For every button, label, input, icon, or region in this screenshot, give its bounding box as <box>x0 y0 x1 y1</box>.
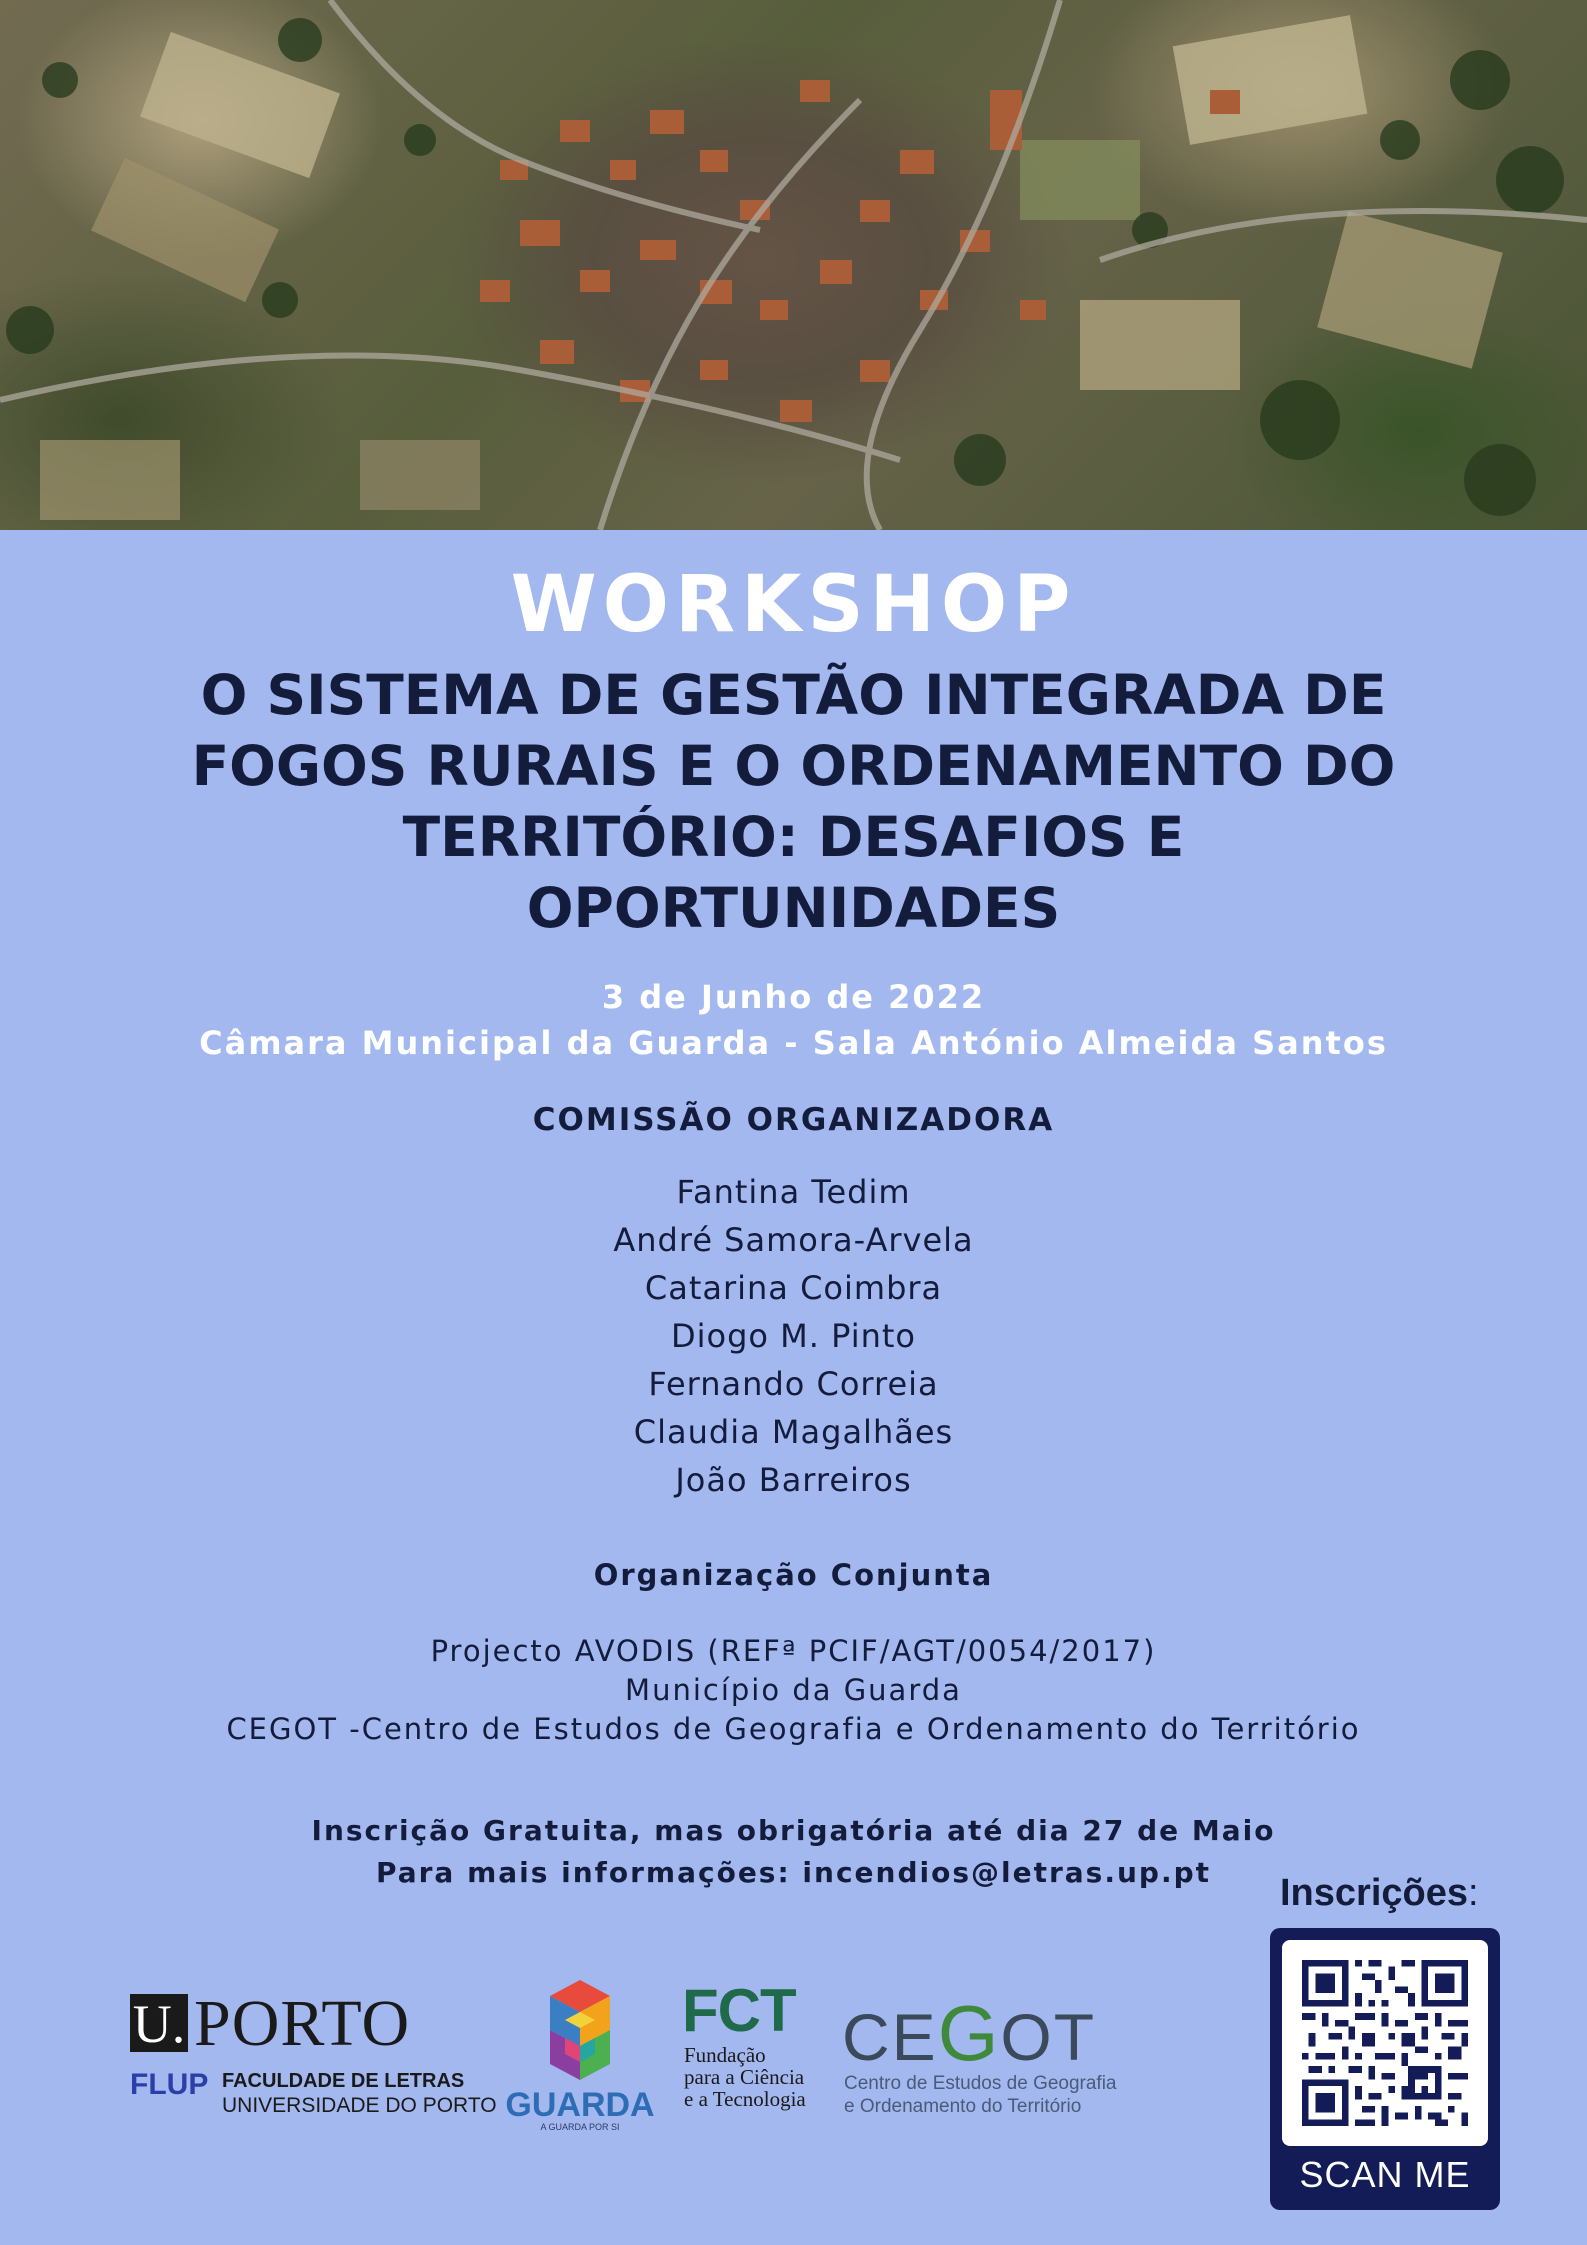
cegot-subtitle <box>844 2072 1124 2118</box>
fct-line: Fundação <box>684 2043 766 2067</box>
committee-list <box>0 1168 1587 1504</box>
title-line: O SISTEMA DE GESTÃO INTEGRADA DE <box>200 663 1387 727</box>
event-venue: Câmara Municipal da Guarda - Sala António Almeida Santos <box>199 1024 1388 1062</box>
qr-code[interactable] <box>1270 1928 1500 2210</box>
qr-pattern <box>1282 1940 1488 2146</box>
workshop-label: WORKSHOP <box>510 560 1077 650</box>
fct-wordmark: FCT <box>682 1977 796 2044</box>
guarda-wordmark: GUARDA <box>505 2086 655 2124</box>
committee-member: Fernando Correia <box>648 1365 939 1403</box>
fct-line: e a Tecnologia <box>684 2087 806 2111</box>
cegot-word-g: G <box>937 1989 1001 2077</box>
scan-me-label: SCAN ME <box>1299 2154 1471 2195</box>
organization-line: Projecto AVODIS (REFª PCIF/AGT/0054/2017) <box>430 1634 1157 1668</box>
cegot-line: e Ordenamento do Território <box>844 2096 1082 2117</box>
aerial-photo-drawing <box>0 0 1587 530</box>
contact-note: Para mais informações: incendios@letras.up.pt <box>375 1856 1212 1889</box>
organization-line: Município da Guarda <box>625 1673 962 1707</box>
cegot-logo <box>840 1990 1120 2120</box>
committee-member: João Barreiros <box>675 1461 912 1499</box>
organization-list <box>0 1632 1587 1749</box>
cegot-word-prefix: CE <box>842 2000 938 2074</box>
organization-line: CEGOT -Centro de Estudos de Geografia e Ordenamento do Território <box>226 1712 1361 1746</box>
organization-heading: Organização Conjunta <box>593 1558 994 1592</box>
committee-member: Diogo M. Pinto <box>670 1317 916 1355</box>
title-line: OPORTUNIDADES <box>526 876 1061 940</box>
registration-note: Inscrição Gratuita, mas obrigatória até dia 27 de Maio <box>311 1814 1276 1847</box>
registration-label-text: Inscrições <box>1280 1872 1468 1914</box>
uporto-u-mark: U. <box>130 1994 188 2052</box>
event-date: 3 de Junho de 2022 <box>601 978 986 1016</box>
guarda-logo <box>505 1976 655 2136</box>
fct-subtitle <box>684 2044 844 2110</box>
uporto-wordmark: PORTO <box>194 1987 411 2060</box>
committee-member: Fantina Tedim <box>676 1173 911 1211</box>
committee-member: Claudia Magalhães <box>633 1413 954 1451</box>
title-line: FOGOS RURAIS E O ORDENAMENTO DO <box>191 734 1396 798</box>
cegot-line: Centro de Estudos de Geografia <box>844 2073 1117 2094</box>
fct-line: para a Ciência <box>684 2065 805 2089</box>
uporto-logo <box>130 1987 500 2122</box>
title-line: TERRITÓRIO: DESAFIOS E <box>402 805 1185 869</box>
fct-logo <box>680 1977 840 2126</box>
workshop-title <box>0 660 1587 944</box>
committee-member: André Samora-Arvela <box>613 1221 974 1259</box>
registration-label-colon: : <box>1468 1872 1479 1914</box>
cegot-wordmark <box>842 1988 1096 2079</box>
university-line: UNIVERSIDADE DO PORTO <box>222 2094 497 2117</box>
committee-heading: COMISSÃO ORGANIZADORA <box>532 1102 1055 1138</box>
guarda-hexagon-icon <box>505 1976 655 2088</box>
cegot-word-suffix: OT <box>1000 2000 1097 2074</box>
faculty-line: FACULDADE DE LETRAS <box>222 2070 465 2092</box>
aerial-photo <box>0 0 1587 530</box>
flup-label: FLUP <box>130 2068 209 2101</box>
committee-member: Catarina Coimbra <box>644 1269 943 1307</box>
guarda-tagline: A GUARDA POR SI <box>540 2122 620 2132</box>
qr-code-icon <box>1302 1960 1468 2126</box>
registration-label <box>1280 1872 1500 1915</box>
